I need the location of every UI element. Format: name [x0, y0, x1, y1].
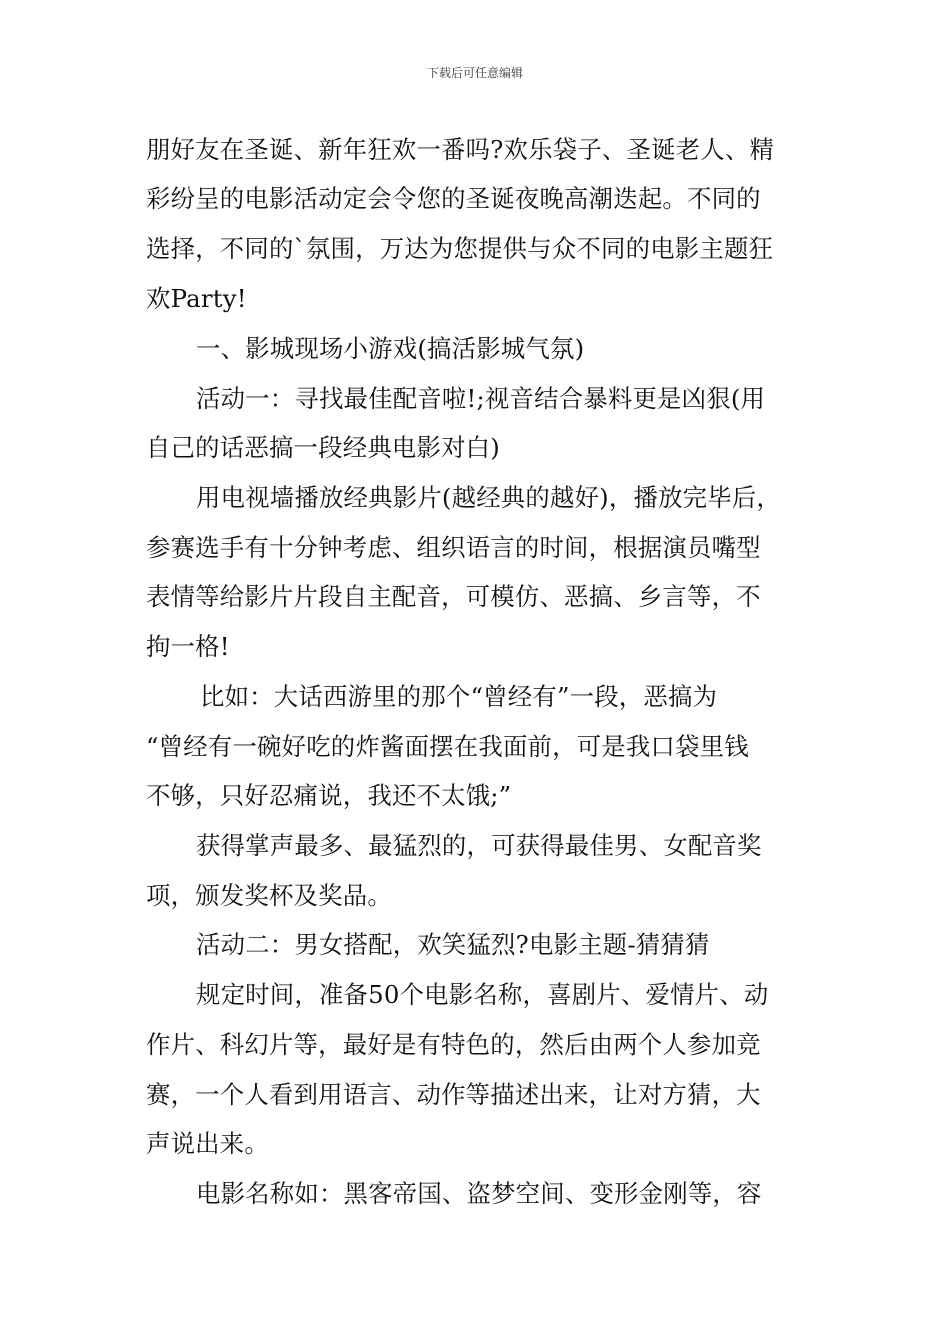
paragraph-line: 获得掌声最多、最猛烈的，可获得最佳男、女配音奖: [196, 831, 762, 860]
paragraph-line: 电影名称如：黑客帝国、盗梦空间、变形金刚等，容: [196, 1179, 762, 1208]
paragraph-line: 选择，不同的`氛围，万达为您提供与众不同的电影主题狂: [146, 234, 774, 263]
paragraph-line: 规定时间，准备50个电影名称，喜剧片、爱情片、动: [196, 980, 769, 1009]
paragraph-line: “曾经有一碗好吃的炸酱面摆在我面前，可是我口袋里钱: [146, 732, 749, 761]
paragraph-line: 活动二：男女搭配，欢笑猛烈?电影主题-猜猜猜: [196, 930, 710, 959]
paragraph-line: 彩纷呈的电影活动定会令您的圣诞夜晚高潮迭起。不同的: [146, 184, 761, 213]
paragraph-line: 声说出来。: [146, 1129, 269, 1158]
paragraph-line: 朋好友在圣诞、新年狂欢一番吗?欢乐袋子、圣诞老人、精: [146, 135, 775, 164]
paragraph-line: 表情等给影片片段自主配音，可模仿、恶搞、乡言等，不: [146, 582, 761, 611]
paragraph-line: 参赛选手有十分钟考虑、组织语言的时间，根据演员嘴型: [146, 533, 761, 562]
paragraph-line: 欢Party!: [146, 284, 247, 313]
page-header: 下载后可任意编辑: [426, 66, 523, 80]
paragraph-line: 自己的话恶搞一段经典电影对白): [146, 433, 500, 462]
paragraph-line: 比如：大话西游里的那个“曾经有”一段，恶搞为: [200, 682, 718, 711]
paragraph-line: 用电视墙播放经典影片(越经典的越好)，播放完毕后，: [196, 483, 782, 512]
paragraph-line: 活动一：寻找最佳配音啦!;视音结合暴料更是凶狠(用: [196, 384, 766, 413]
paragraph-line: 拘一格!: [146, 632, 230, 661]
paragraph-line: 赛，一个人看到用语言、动作等描述出来，让对方猜，大: [146, 1080, 761, 1109]
paragraph-line: 项，颁发奖杯及奖品。: [146, 881, 392, 910]
paragraph-line: 作片、科幻片等，最好是有特色的，然后由两个人参加竞: [146, 1030, 761, 1059]
paragraph-line: 不够，只好忍痛说，我还不太饿;”: [146, 781, 512, 810]
section-heading: 一、影城现场小游戏(搞活影城气氛): [196, 334, 585, 363]
